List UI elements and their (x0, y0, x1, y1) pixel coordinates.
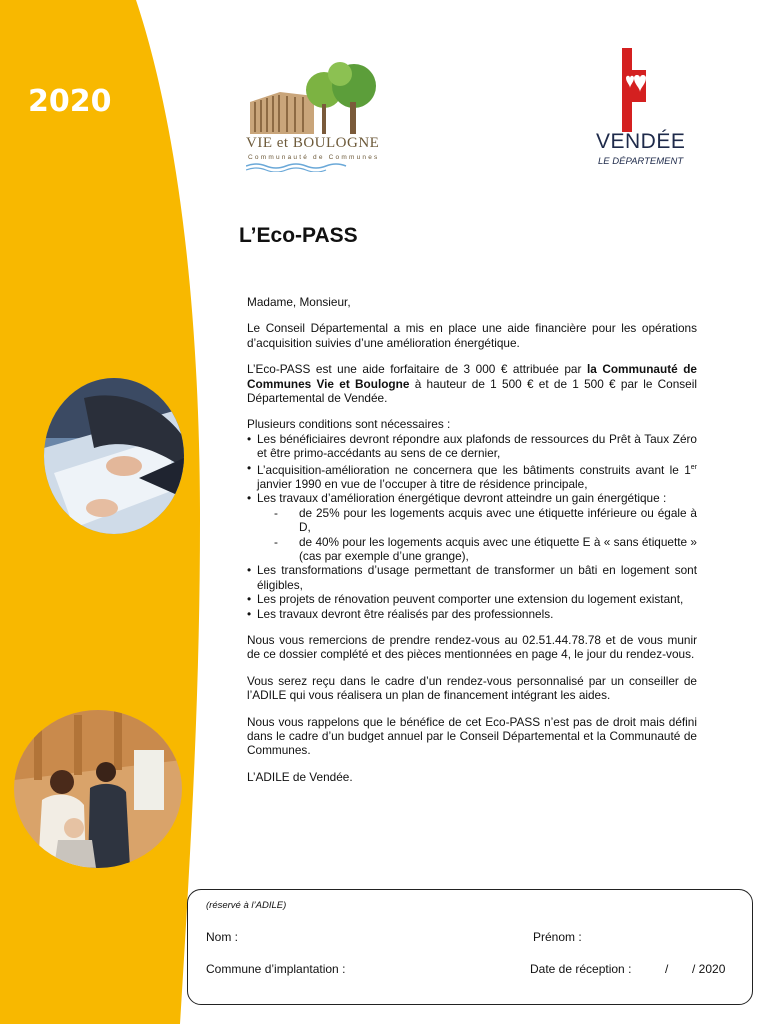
sub-condition-item: - de 25% pour les logements acquis avec une étiquette inférieure ou égale à D, (257, 506, 697, 535)
salutation: Madame, Monsieur, (247, 295, 351, 309)
signature: L’ADILE de Vendée. (247, 769, 353, 784)
date-separator: / (665, 962, 669, 976)
condition-text: L’acquisition-amélioration ne concernera que les bâtiments construits avant le 1 (257, 462, 691, 477)
intro-paragraph: Le Conseil Départemental a mis en place une aide financière pour les opérations d’acquisition suivies d’une amélioration énergétique. (247, 321, 697, 350)
condition-item: • Les projets de rénovation peuvent comporter une extension du logement existant, (247, 592, 697, 606)
condition-item: • Les transformations d’usage permettant de transformer un bâti en logement sont éligibles, (247, 563, 697, 592)
condition-text: Les travaux d’amélioration énergétique devront atteindre un gain énergétique : (257, 491, 667, 506)
page-title: L’Eco-PASS (239, 224, 358, 247)
commune-field-label: Commune d’implantation : (206, 962, 346, 976)
amount-text-bold: la Communauté de Communes Vie et Boulogne (247, 362, 697, 391)
condition-superscript: er (690, 463, 697, 471)
condition-text: janvier 1990 en vue de l’occuper à titre de résidence principale, (257, 476, 588, 491)
logo-vie-et-boulogne (244, 62, 386, 172)
date-year: / 2020 (692, 962, 726, 976)
prenom-field-label: Prénom : (533, 930, 582, 944)
condition-item: • Les travaux devront être réalisés par des professionnels. (247, 607, 697, 621)
nom-field-label: Nom : (206, 930, 239, 944)
amount-paragraph (247, 362, 697, 405)
condition-item (247, 461, 697, 492)
reserved-box-title: (réservé à l’ADILE) (206, 900, 287, 911)
logo-vendee-name: VENDÉE (596, 130, 686, 153)
sub-conditions-list (257, 506, 697, 564)
photo-family-circle (14, 710, 182, 868)
condition-item (247, 491, 697, 563)
sub-condition-item: - de 40% pour les logements acquis avec une étiquette E à « sans étiquette » (cas par exemple d’une grange), (257, 535, 697, 564)
year-label: 2020 (28, 84, 112, 119)
logo-vie-et-boulogne-name: VIE et BOULOGNE (246, 135, 380, 151)
amount-text-end: à hauteur de 1 500 € et de 1 500 € par le Conseil Départemental de Vendée. (247, 376, 697, 406)
conditions-intro: Plusieurs conditions sont nécessaires : (247, 417, 451, 432)
vendee-heart-icon (622, 48, 646, 132)
condition-item: • Les bénéficiaires devront répondre aux plafonds de ressources du Prêt à Taux Zéro et être primo-accédants au sens de ce dernier, (247, 432, 697, 461)
date-reception-label: Date de réception : (530, 962, 632, 976)
logo-vendee-subtitle: LE DÉPARTEMENT (598, 156, 684, 167)
conditions-list (247, 432, 697, 621)
appointment-paragraph: Nous vous remercions de prendre rendez-vous au 02.51.44.78.78 et de vous munir de ce dossier complété et des pièces mentionnées en page 4, le jour du rendez-vous. (247, 633, 697, 662)
water-waves-icon (246, 162, 356, 172)
logo-vie-et-boulogne-subtitle: Communauté de Communes (248, 154, 380, 161)
amount-text-start: L’Eco-PASS est une aide forfaitaire de 3 000 € attribuée par (247, 362, 587, 377)
photo-documents-circle (44, 378, 184, 534)
logo-vie-et-boulogne-icon (244, 62, 386, 136)
adile-paragraph: Vous serez reçu dans le cadre d’un rendez-vous personnalisé par un conseiller de l’ADILE qui vous réalisera un plan de financement intégrant les aides. (247, 673, 697, 703)
letter-body (247, 295, 697, 796)
budget-paragraph: Nous vous rappelons que le bénéfice de cet Eco-PASS n’est pas de droit mais défini dans le cadre d’un budget annuel par le Conseil Départemental et la Communauté de Communes. (247, 714, 697, 758)
reserved-adile-box (187, 889, 753, 1005)
logo-vendee (594, 48, 690, 172)
